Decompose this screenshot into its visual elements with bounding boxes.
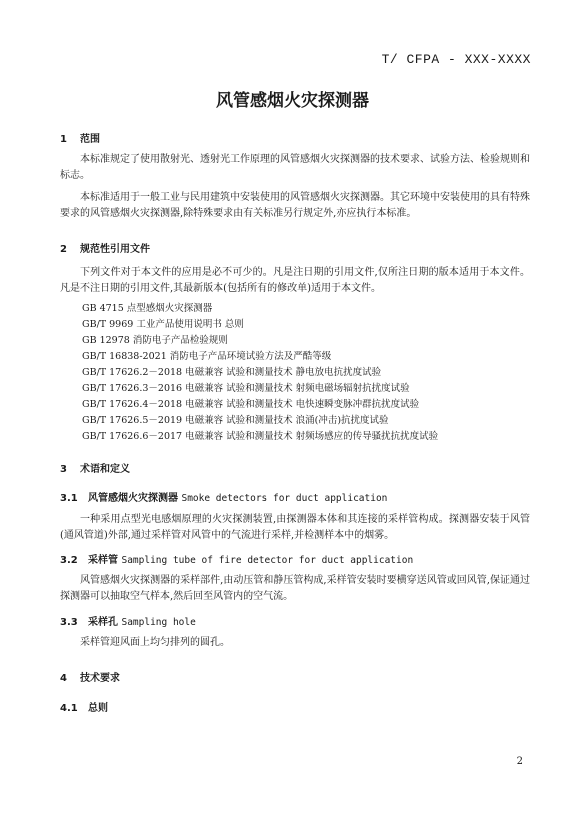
term-title-cn: 风管感烟火灾探测器 [88, 493, 178, 504]
section-number: 2 [60, 244, 67, 255]
subsection-4-1-heading [60, 699, 108, 714]
section-number: 3 [60, 464, 67, 475]
section-title: 术语和定义 [80, 464, 130, 475]
term-3-1-heading [60, 489, 387, 504]
reference-item: GB/T 16838-2021 消防电子产品环境试验方法及严酷等级 [82, 351, 332, 362]
term-title-cn: 采样孔 [88, 617, 118, 628]
section-4-heading [60, 669, 120, 684]
section-title: 范围 [80, 134, 100, 145]
term-number: 3.1 [60, 493, 78, 504]
term-3-1-definition: 一种采用点型光电感烟原理的火灾探测装置,由探测器本体和其连接的采样管构成。探测器安装于风管(通风管道)外部,通过采样管对风管中的气流进行采样,并检测样本中的烟雾。 [60, 514, 530, 541]
standard-code: T/ CFPA - XXX-XXXX [381, 52, 531, 67]
section-2-intro: 下列文件对于本文件的应用是必不可少的。凡是注日期的引用文件,仅所注日期的版本适用于本文件。凡是不注日期的引用文件,其最新版本(包括所有的修改单)适用于本文件。 [60, 267, 530, 294]
reference-item: GB 12978 消防电子产品检验规则 [82, 335, 228, 346]
reference-item: GB/T 17626.2－2018 电磁兼容 试验和测量技术 静电放电抗扰度试验 [82, 367, 382, 378]
section-title: 技术要求 [80, 673, 120, 684]
reference-item: GB 4715 点型感烟火灾探测器 [82, 303, 213, 314]
reference-item: GB/T 17626.3－2016 电磁兼容 试验和测量技术 射频电磁场辐射抗扰度试验 [82, 383, 410, 394]
section-2-heading [60, 240, 150, 255]
section-1-paragraph-2: 本标准适用于一般工业与民用建筑中安装使用的风管感烟火灾探测器。其它环境中安装使用的具有特殊要求的风管感烟火灾探测器,除特殊要求由有关标准另行规定外,亦应执行本标准。 [60, 192, 530, 219]
section-number: 4 [60, 673, 67, 684]
term-number: 3.3 [60, 617, 78, 628]
term-title-en: Sampling tube of fire detector for duct application [121, 555, 414, 566]
subsection-title: 总则 [88, 703, 108, 714]
page-title: 风管感烟火灾探测器 [216, 91, 369, 111]
subsection-number: 4.1 [60, 703, 78, 714]
term-title-en: Smoke detectors for duct application [181, 493, 388, 504]
reference-item: GB/T 17626.5－2019 电磁兼容 试验和测量技术 浪涌(冲击)抗扰度试验 [82, 415, 389, 426]
term-title-en: Sampling hole [121, 617, 196, 628]
reference-item: GB/T 9969 工业产品使用说明书 总则 [82, 319, 244, 330]
term-title-cn: 采样管 [88, 555, 118, 566]
term-3-2-definition: 风管感烟火灾探测器的采样部件,由动压管和静压管构成,采样管安装时要横穿送风管或回风管,保证通过探测器可以抽取空气样本,然后回至风管内的空气流。 [60, 575, 530, 602]
section-1-heading [60, 130, 100, 145]
term-3-3-heading [60, 613, 196, 628]
reference-item: GB/T 17626.6－2017 电磁兼容 试验和测量技术 射频场感应的传导骚扰抗扰度试验 [82, 431, 439, 442]
term-3-2-heading [60, 551, 413, 566]
term-3-3-definition: 采样管迎风面上均匀排列的圆孔。 [80, 637, 230, 648]
reference-item: GB/T 17626.4－2018 电磁兼容 试验和测量技术 电快速瞬变脉冲群抗扰度试验 [82, 399, 420, 410]
section-1-paragraph-1: 本标准规定了使用散射光、透射光工作原理的风管感烟火灾探测器的技术要求、试验方法、检验规则和标志。 [60, 154, 530, 181]
page-number: 2 [516, 756, 523, 767]
section-title: 规范性引用文件 [80, 244, 150, 255]
section-number: 1 [60, 134, 67, 145]
section-3-heading [60, 460, 130, 475]
term-number: 3.2 [60, 555, 78, 566]
